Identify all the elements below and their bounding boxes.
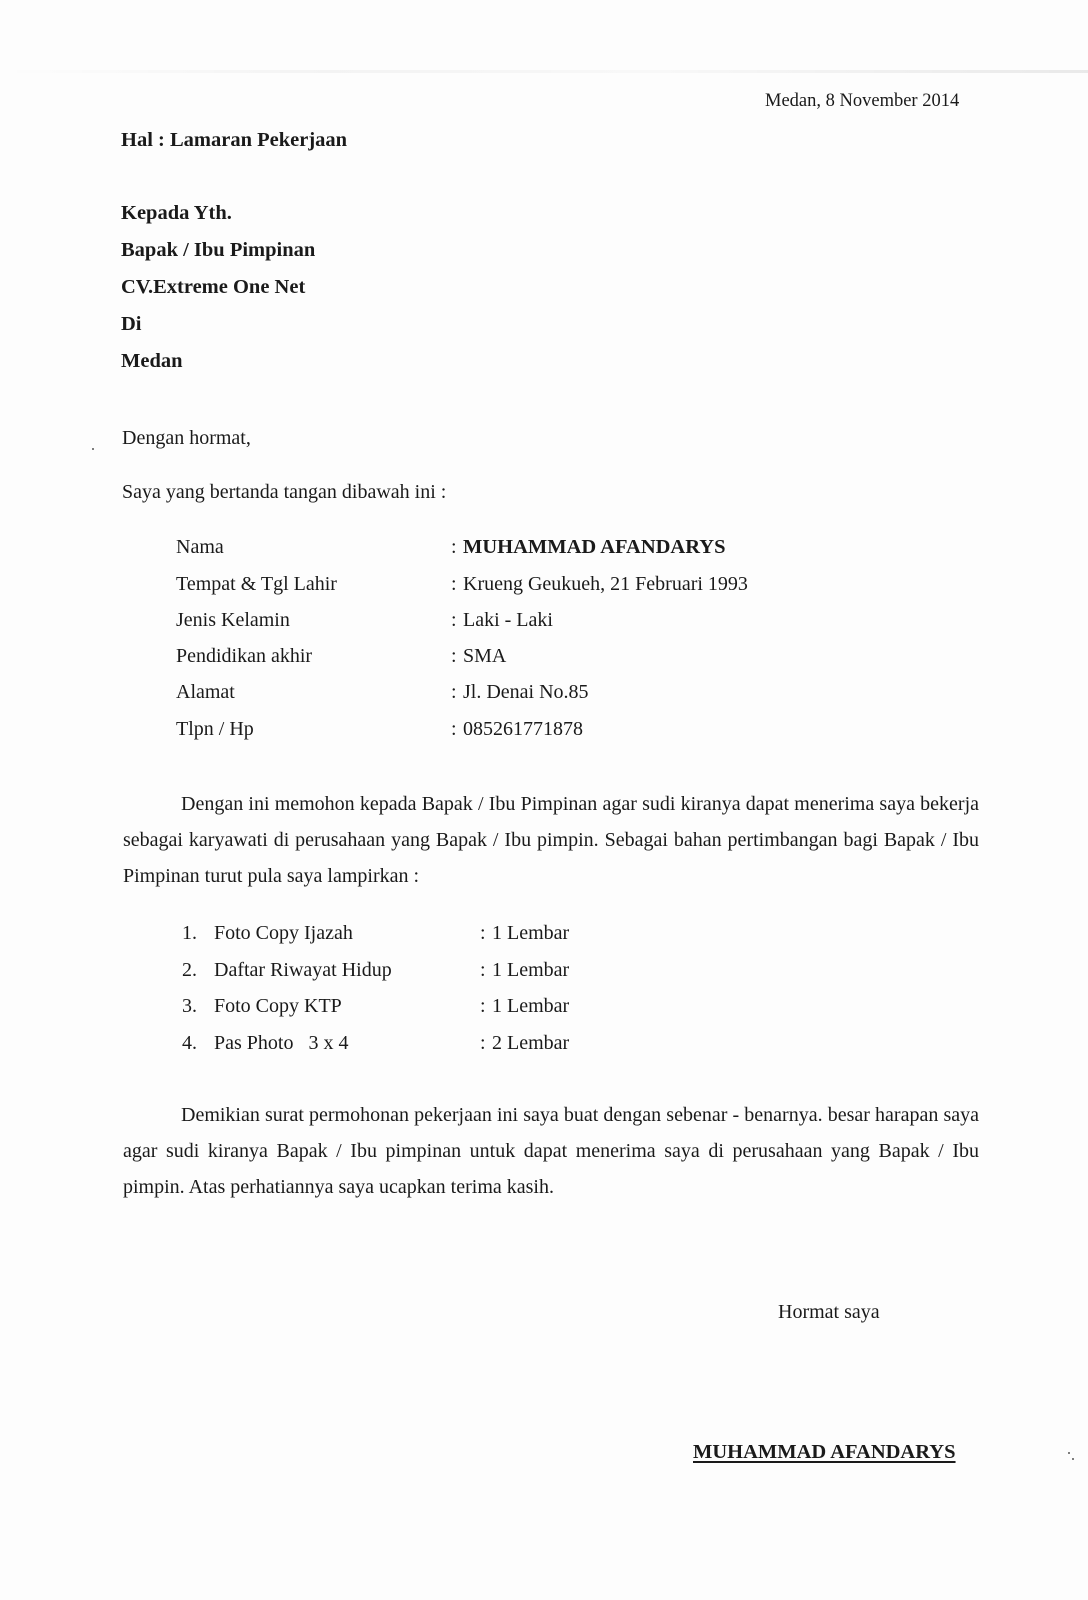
recipient-line-3: CV.Extreme One Net bbox=[121, 276, 306, 298]
identity-value: 085261771878 bbox=[463, 718, 583, 740]
list-item bbox=[182, 1032, 682, 1054]
identity-value: MUHAMMAD AFANDARYS bbox=[463, 536, 726, 558]
scan-speck bbox=[1072, 1458, 1074, 1460]
attachment-colon: : bbox=[480, 995, 486, 1017]
attachment-colon: : bbox=[480, 959, 486, 981]
recipient-line-5: Medan bbox=[121, 350, 183, 372]
identity-label: Tempat & Tgl Lahir bbox=[176, 573, 337, 595]
letter-subject: Hal : Lamaran Pekerjaan bbox=[121, 129, 348, 151]
attachment-number: 3. bbox=[182, 995, 197, 1017]
intro-text: Saya yang bertanda tangan dibawah ini : bbox=[122, 481, 447, 503]
identity-row bbox=[176, 681, 896, 703]
attachment-number: 4. bbox=[182, 1032, 197, 1054]
attachment-number: 1. bbox=[182, 922, 197, 944]
attachment-colon: : bbox=[480, 1032, 486, 1054]
recipient-line-2: Bapak / Ibu Pimpinan bbox=[121, 239, 316, 261]
closing-text: Hormat saya bbox=[778, 1301, 880, 1323]
identity-row bbox=[176, 573, 896, 595]
salutation: Dengan hormat, bbox=[122, 427, 251, 449]
paragraph-closing: Demikian surat permohonan pekerjaan ini saya buat dengan sebenar - benarnya. besar harapan saya agar sudi kiranya Bapak / Ibu pimpinan untuk dapat menerima saya di perusahaan yang Bapak / Ibu pimpin. Atas perhatiannya saya ucapkan terima kasih. bbox=[123, 1104, 979, 1198]
scan-edge-shadow bbox=[0, 70, 1088, 73]
identity-label: Nama bbox=[176, 536, 224, 558]
list-item bbox=[182, 959, 682, 981]
attachment-count: 2 Lembar bbox=[492, 1032, 570, 1054]
identity-colon: : bbox=[451, 536, 457, 558]
identity-value: Jl. Denai No.85 bbox=[463, 681, 589, 703]
identity-value: Laki - Laki bbox=[463, 609, 553, 631]
attachment-count: 1 Lembar bbox=[492, 995, 570, 1017]
attachment-name: Foto Copy Ijazah bbox=[214, 922, 353, 944]
recipient-line-4: Di bbox=[121, 313, 142, 335]
letter-date: Medan, 8 November 2014 bbox=[765, 91, 960, 111]
identity-row bbox=[176, 536, 896, 558]
identity-colon: : bbox=[451, 718, 457, 740]
identity-colon: : bbox=[451, 681, 457, 703]
recipient-line-1: Kepada Yth. bbox=[121, 202, 232, 224]
attachment-name: Daftar Riwayat Hidup bbox=[214, 959, 392, 981]
scan-speck bbox=[1068, 1452, 1070, 1454]
identity-colon: : bbox=[451, 609, 457, 631]
identity-row bbox=[176, 718, 896, 740]
identity-label: Pendidikan akhir bbox=[176, 645, 313, 667]
identity-row bbox=[176, 645, 896, 667]
identity-colon: : bbox=[451, 573, 457, 595]
attachment-name: Foto Copy KTP bbox=[214, 995, 342, 1017]
list-item bbox=[182, 995, 682, 1017]
identity-label: Alamat bbox=[176, 681, 235, 703]
identity-label: Tlpn / Hp bbox=[176, 718, 254, 740]
attachment-name: Pas Photo 3 x 4 bbox=[214, 1032, 349, 1054]
identity-value: SMA bbox=[463, 645, 507, 667]
scan-speck bbox=[92, 448, 94, 450]
identity-value: Krueng Geukueh, 21 Februari 1993 bbox=[463, 573, 748, 595]
identity-label: Jenis Kelamin bbox=[176, 609, 290, 631]
identity-colon: : bbox=[451, 645, 457, 667]
attachment-count: 1 Lembar bbox=[492, 922, 570, 944]
attachment-colon: : bbox=[480, 922, 486, 944]
list-item bbox=[182, 922, 682, 944]
signature-name: MUHAMMAD AFANDARYS bbox=[693, 1441, 956, 1463]
paragraph-request: Dengan ini memohon kepada Bapak / Ibu Pimpinan agar sudi kiranya dapat menerima saya bekerja sebagai karyawati di perusahaan yang Bapak / Ibu pimpin. Sebagai bahan pertimbangan bagi Bapak / Ibu Pimpinan turut pula saya lampirkan : bbox=[123, 793, 979, 887]
attachment-number: 2. bbox=[182, 959, 197, 981]
attachment-count: 1 Lembar bbox=[492, 959, 570, 981]
identity-row bbox=[176, 609, 896, 631]
